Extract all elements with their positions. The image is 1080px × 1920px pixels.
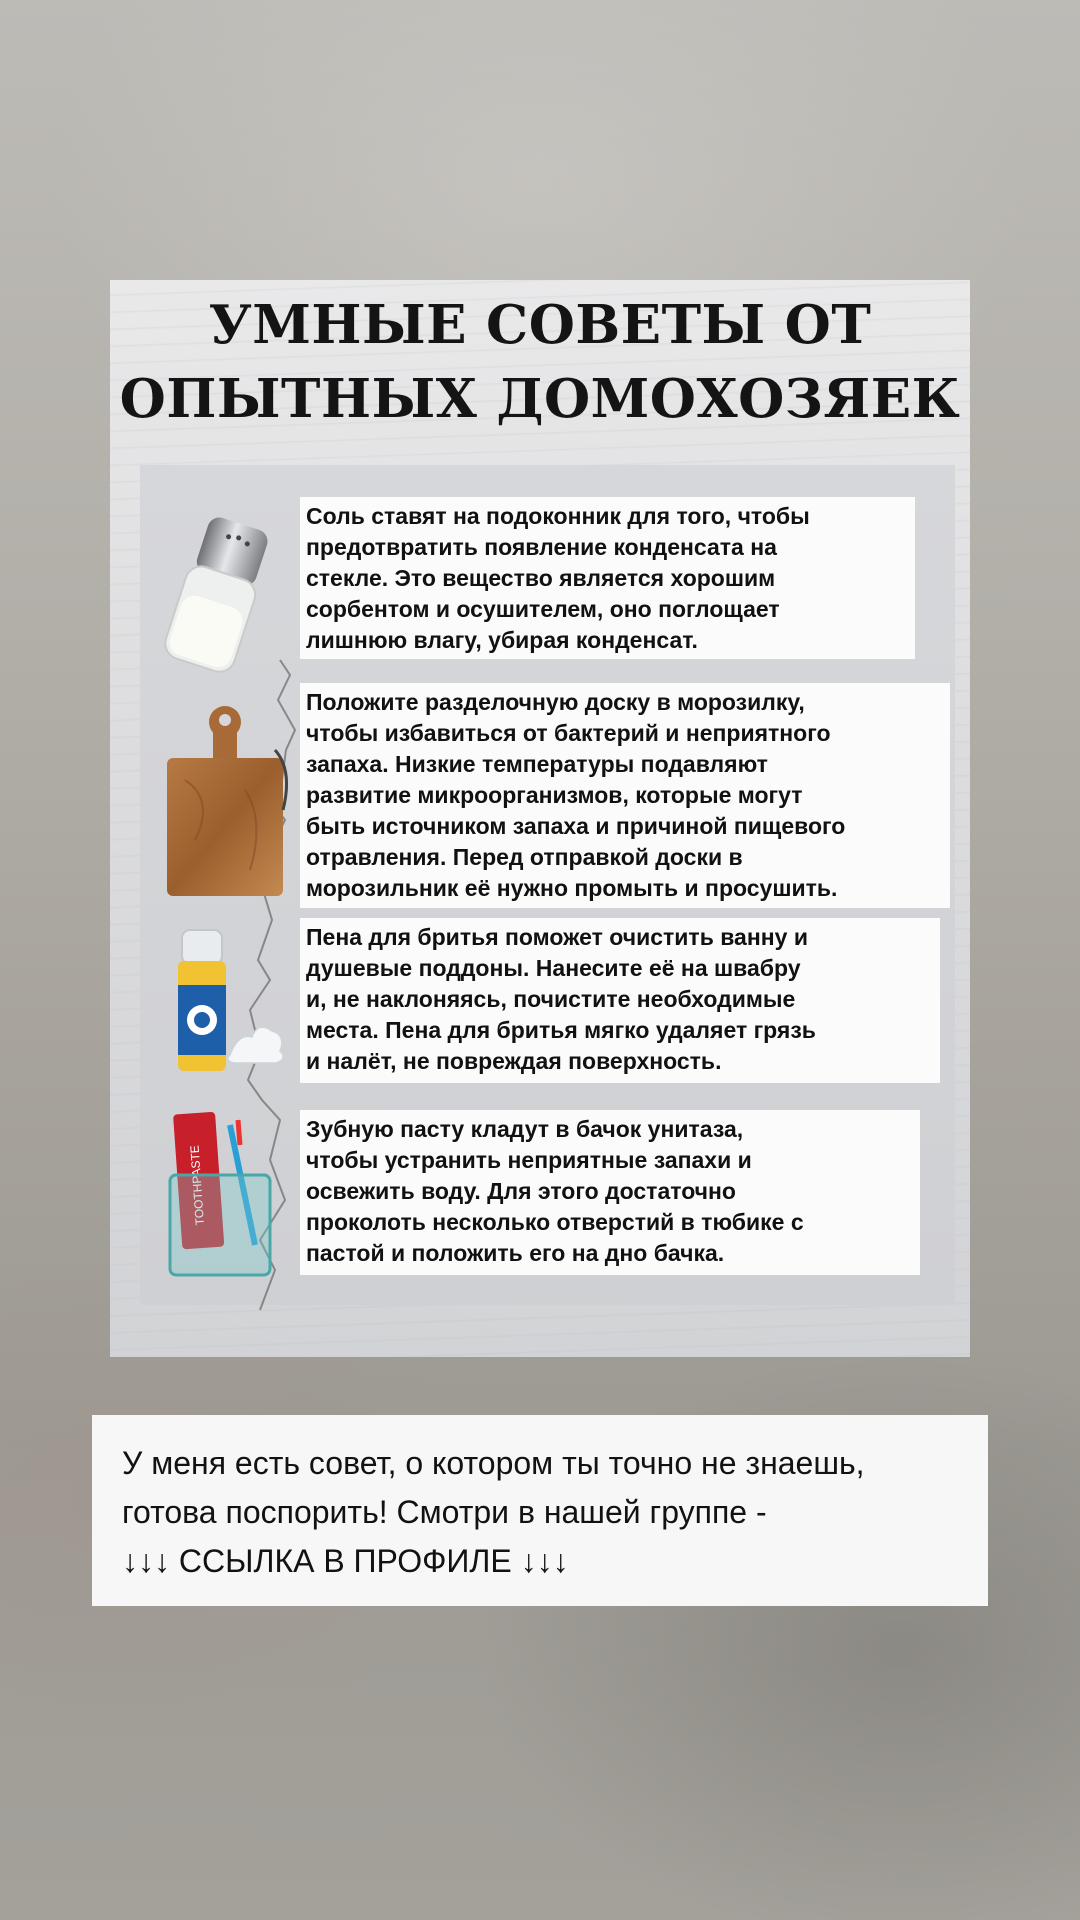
title-line-1: УМНЫЕ СОВЕТЫ ОТ [208, 294, 872, 356]
tip-shaving-foam-text: Пена для бритья поможет очистить ванну и душевые поддоны. Нанесите её на швабру и, не наклоняясь, почистите необходимые места. Пена для бритья мягко удаляет грязь и налёт, не повреждая поверхность. [300, 918, 940, 1083]
caption-line-1: У меня есть совет, о котором ты точно не знаешь, [122, 1445, 865, 1481]
shaving-foam-icon [160, 925, 290, 1075]
tip-salt-text: Соль ставят на подоконник для того, чтобы предотвратить появление конденсата на стекле. Это вещество является хорошим сорбентом и осушителем, оно поглощает лишнюю влагу, убирая конденсат. [300, 497, 915, 659]
caption-line-2: готова поспорить! Смотри в нашей группе - [122, 1494, 767, 1530]
infographic-image [110, 280, 970, 1357]
post-caption [92, 1415, 988, 1606]
caption-line-3: ↓↓↓ ССЫЛКА В ПРОФИЛЕ ↓↓↓ [122, 1543, 569, 1579]
cutting-board-icon [155, 700, 295, 900]
infographic-title [110, 288, 970, 436]
tip-toothpaste-text: Зубную пасту кладут в бачок унитаза, чтобы устранить неприятные запахи и освежить воду. Для этого достаточно проколоть несколько отверстий в тюбике с пастой и положить его на дно бачка. [300, 1110, 920, 1275]
toothpaste-icon [160, 1105, 290, 1280]
title-line-2: ОПЫТНЫХ ДОМОХОЗЯЕК [119, 368, 961, 430]
salt-shaker-icon [162, 510, 272, 680]
tip-cutting-board-text: Положите разделочную доску в морозилку, чтобы избавиться от бактерий и неприятного запаха. Низкие температуры подавляют развитие микроорганизмов, которые могут быть источником запаха и причиной пищевого отравления. Перед отправкой доски в морозильник её нужно промыть и просушить. [300, 683, 950, 908]
